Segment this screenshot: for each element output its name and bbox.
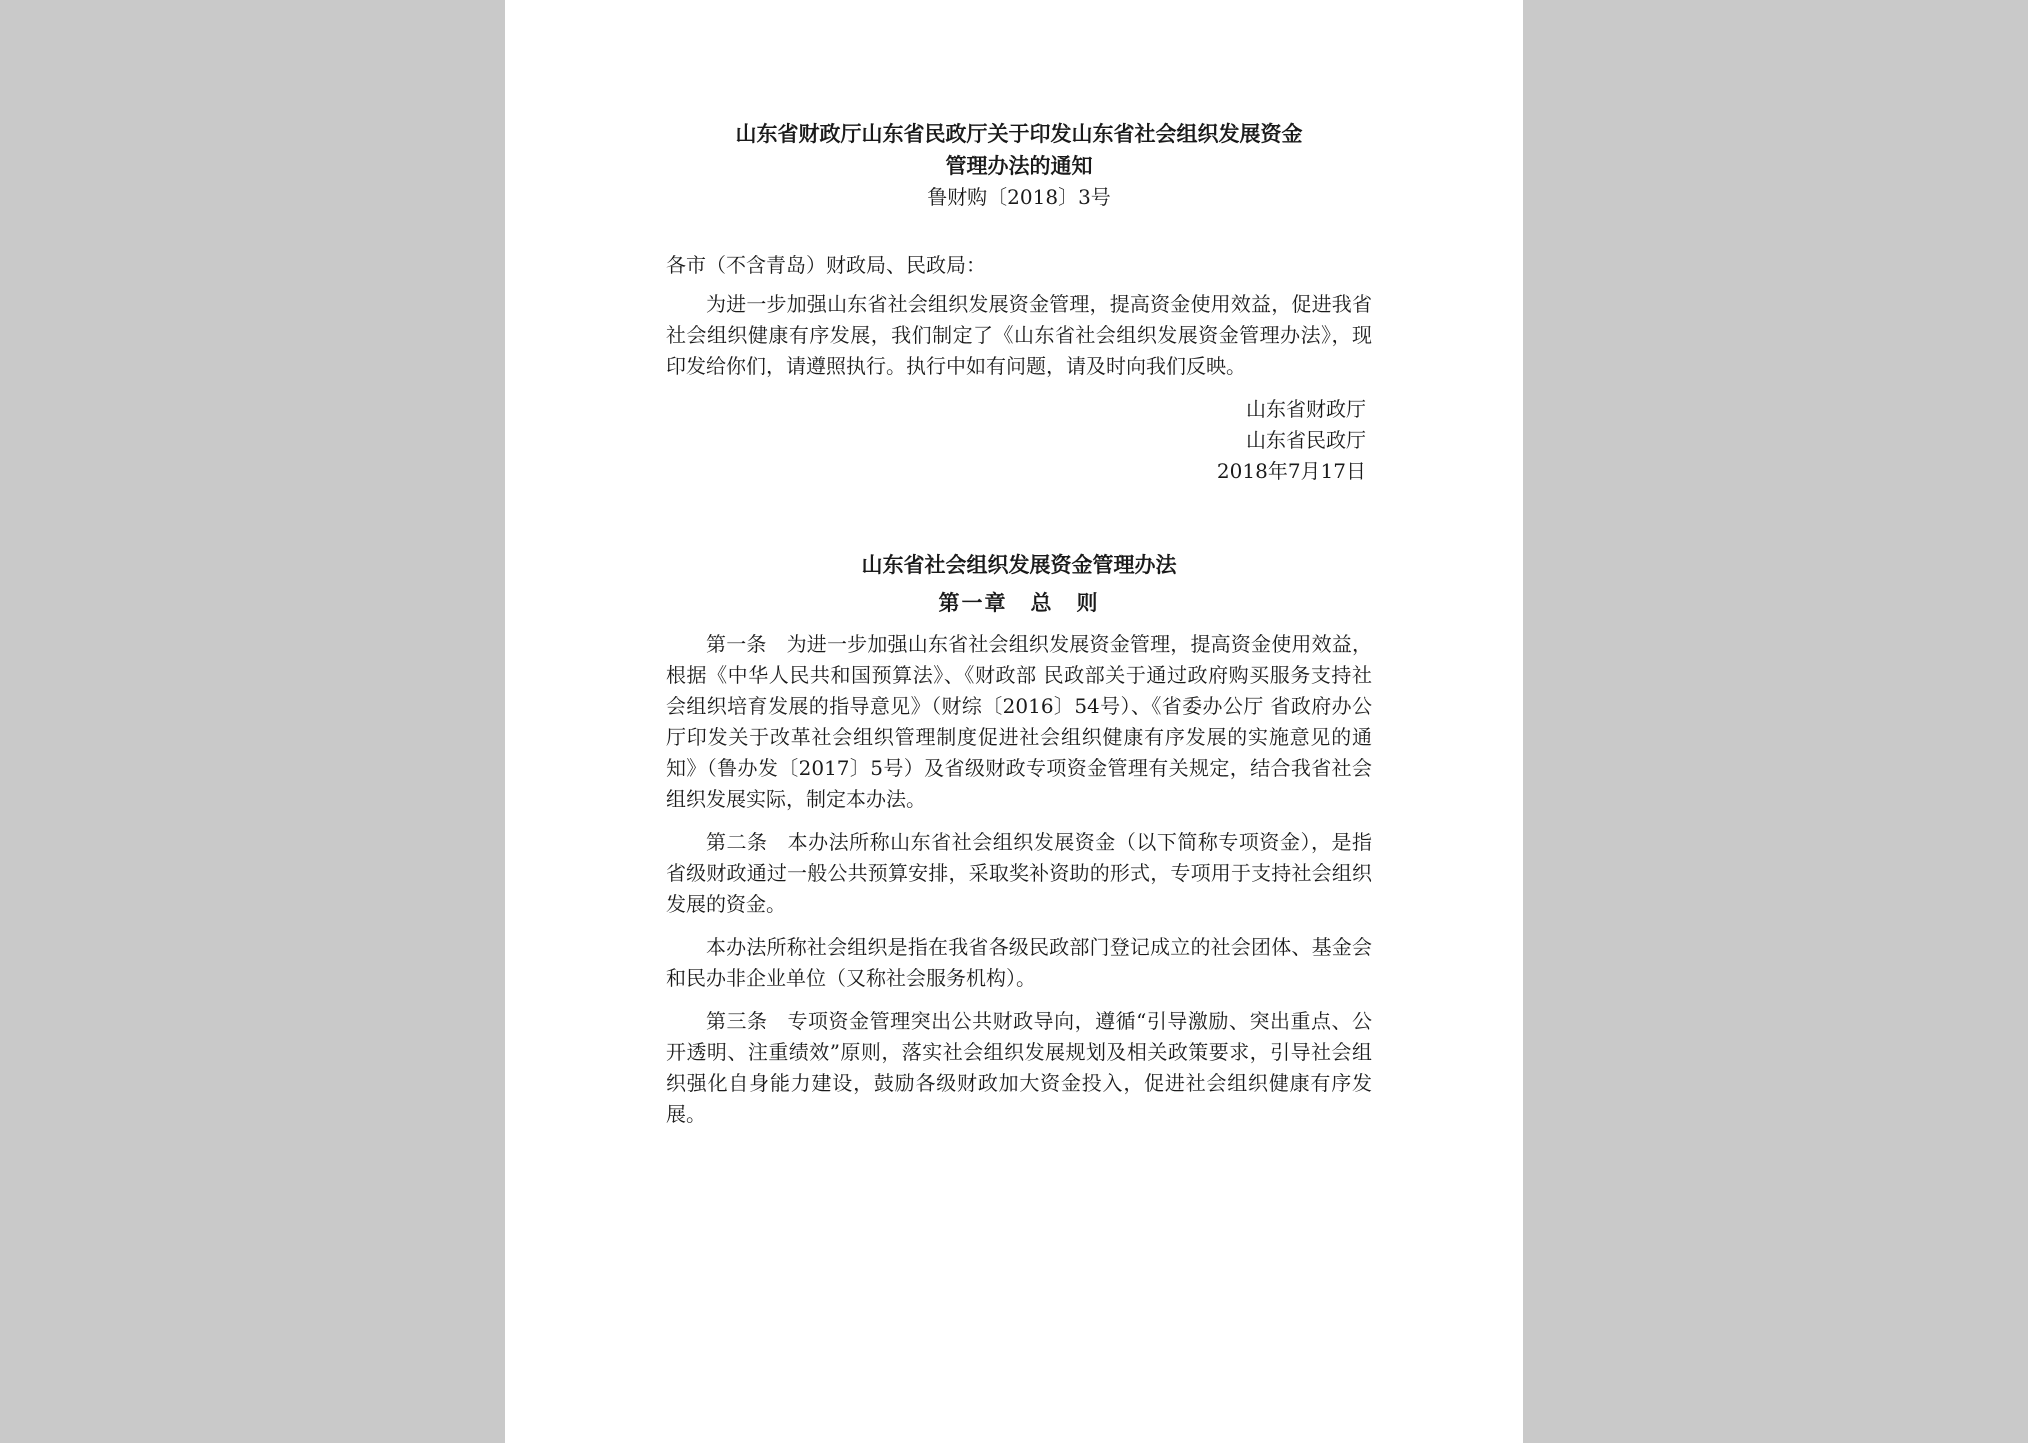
article-1-text: 为进一步加强山东省社会组织发展资金管理，提高资金使用效益，根据《中华人民共和国预算法》、《财政部 民政部关于通过政府购买服务支持社会组织培育发展的指导意见》（财综〔2016〕54号）、《省委办公厅 省政府办公厅印发关于改革社会组织管理制度促进社会组织健康有序发展的实施意见的通知》（鲁办发〔2017〕5号）及省级财政专项资金管理有关规定，结合我省社会组织发展实际，制定本办法。	[666, 632, 1373, 811]
document-page	[505, 0, 1523, 1443]
signatory-finance: 山东省财政厅	[1246, 397, 1366, 421]
notice-title-line1: 山东省财政厅山东省民政厅关于印发山东省社会组织发展资金	[735, 121, 1303, 146]
notice-date: 2018年7月17日	[1216, 459, 1366, 483]
signatory-civil-affairs: 山东省民政厅	[1246, 428, 1366, 452]
article-3	[666, 1006, 1372, 1130]
addressee: 各市（不含青岛）财政局、民政局：	[666, 253, 986, 277]
notice-body: 为进一步加强山东省社会组织发展资金管理，提高资金使用效益，促进我省社会组织健康有序发展，我们制定了《山东省社会组织发展资金管理办法》，现印发给你们，请遵照执行。执行中如有问题，请及时向我们反映。	[666, 292, 1372, 378]
regulation-title: 山东省社会组织发展资金管理办法	[861, 552, 1177, 577]
document-number: 鲁财购〔2018〕3号	[927, 185, 1111, 209]
article-2	[666, 827, 1372, 920]
signature-block	[666, 394, 1372, 487]
article-2-number: 第二条	[706, 830, 768, 854]
article-1-number: 第一条	[706, 632, 767, 656]
article-2-paragraph-2: 本办法所称社会组织是指在我省各级民政部门登记成立的社会团体、基金会和民办非企业单位（又称社会服务机构）。	[666, 935, 1372, 990]
article-2-text: 本办法所称山东省社会组织发展资金（以下简称专项资金），是指省级财政通过一般公共预算安排，采取奖补资助的形式，专项用于支持社会组织发展的资金。	[666, 830, 1373, 916]
notice-title-line2: 管理办法的通知	[945, 153, 1093, 178]
article-3-text: 专项资金管理突出公共财政导向，遵循“引导激励、突出重点、公开透明、注重绩效”原则，落实社会组织发展规划及相关政策要求，引导社会组织强化自身能力建设，鼓励各级财政加大资金投入，促进社会组织健康有序发展。	[666, 1009, 1372, 1126]
article-1	[666, 629, 1372, 815]
chapter-heading: 第一章 总 则	[938, 590, 1100, 615]
document-content	[666, 118, 1372, 1142]
article-3-number: 第三条	[706, 1009, 768, 1033]
